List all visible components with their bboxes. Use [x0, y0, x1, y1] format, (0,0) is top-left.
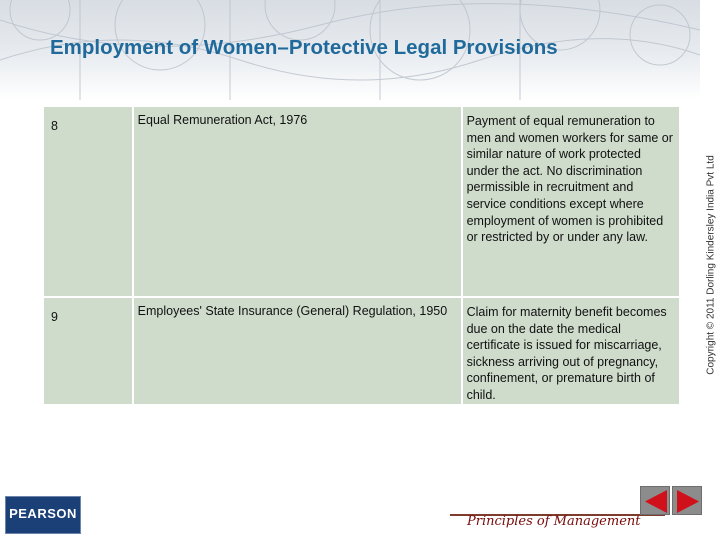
book-title: Principles of Management — [467, 514, 641, 529]
triangle-right-icon — [673, 487, 703, 516]
act-name: Equal Remuneration Act, 1976 — [133, 106, 462, 297]
pearson-logo — [5, 496, 81, 534]
triangle-left-icon — [641, 487, 671, 516]
logo-text: PEARSON — [9, 506, 77, 521]
provision-description: Claim for maternity benefit becomes due on the date the medical certificate is issued for miscarriage, sickness arriving out of pregnancy, confinement, or premature birth of child. — [462, 297, 680, 405]
previous-slide-button[interactable] — [640, 486, 670, 515]
provisions-table — [42, 105, 681, 406]
row-number: 8 — [43, 106, 133, 297]
copyright-notice: Copyright © 2011 Dorling Kindersley India Pvt Ltd — [705, 155, 717, 375]
table-row — [43, 297, 680, 405]
table-row — [43, 106, 680, 297]
act-name: Employees' State Insurance (General) Regulation, 1950 — [133, 297, 462, 405]
next-slide-button[interactable] — [672, 486, 702, 515]
row-number: 9 — [43, 297, 133, 405]
provision-description: Payment of equal remuneration to men and women workers for same or similar nature of work protected under the act. No discrimination permissible in recruitment and service conditions except where employment of women is prohibited or restricted by or under any law. — [462, 106, 680, 297]
slide-title: Employment of Women–Protective Legal Provisions — [50, 36, 558, 59]
